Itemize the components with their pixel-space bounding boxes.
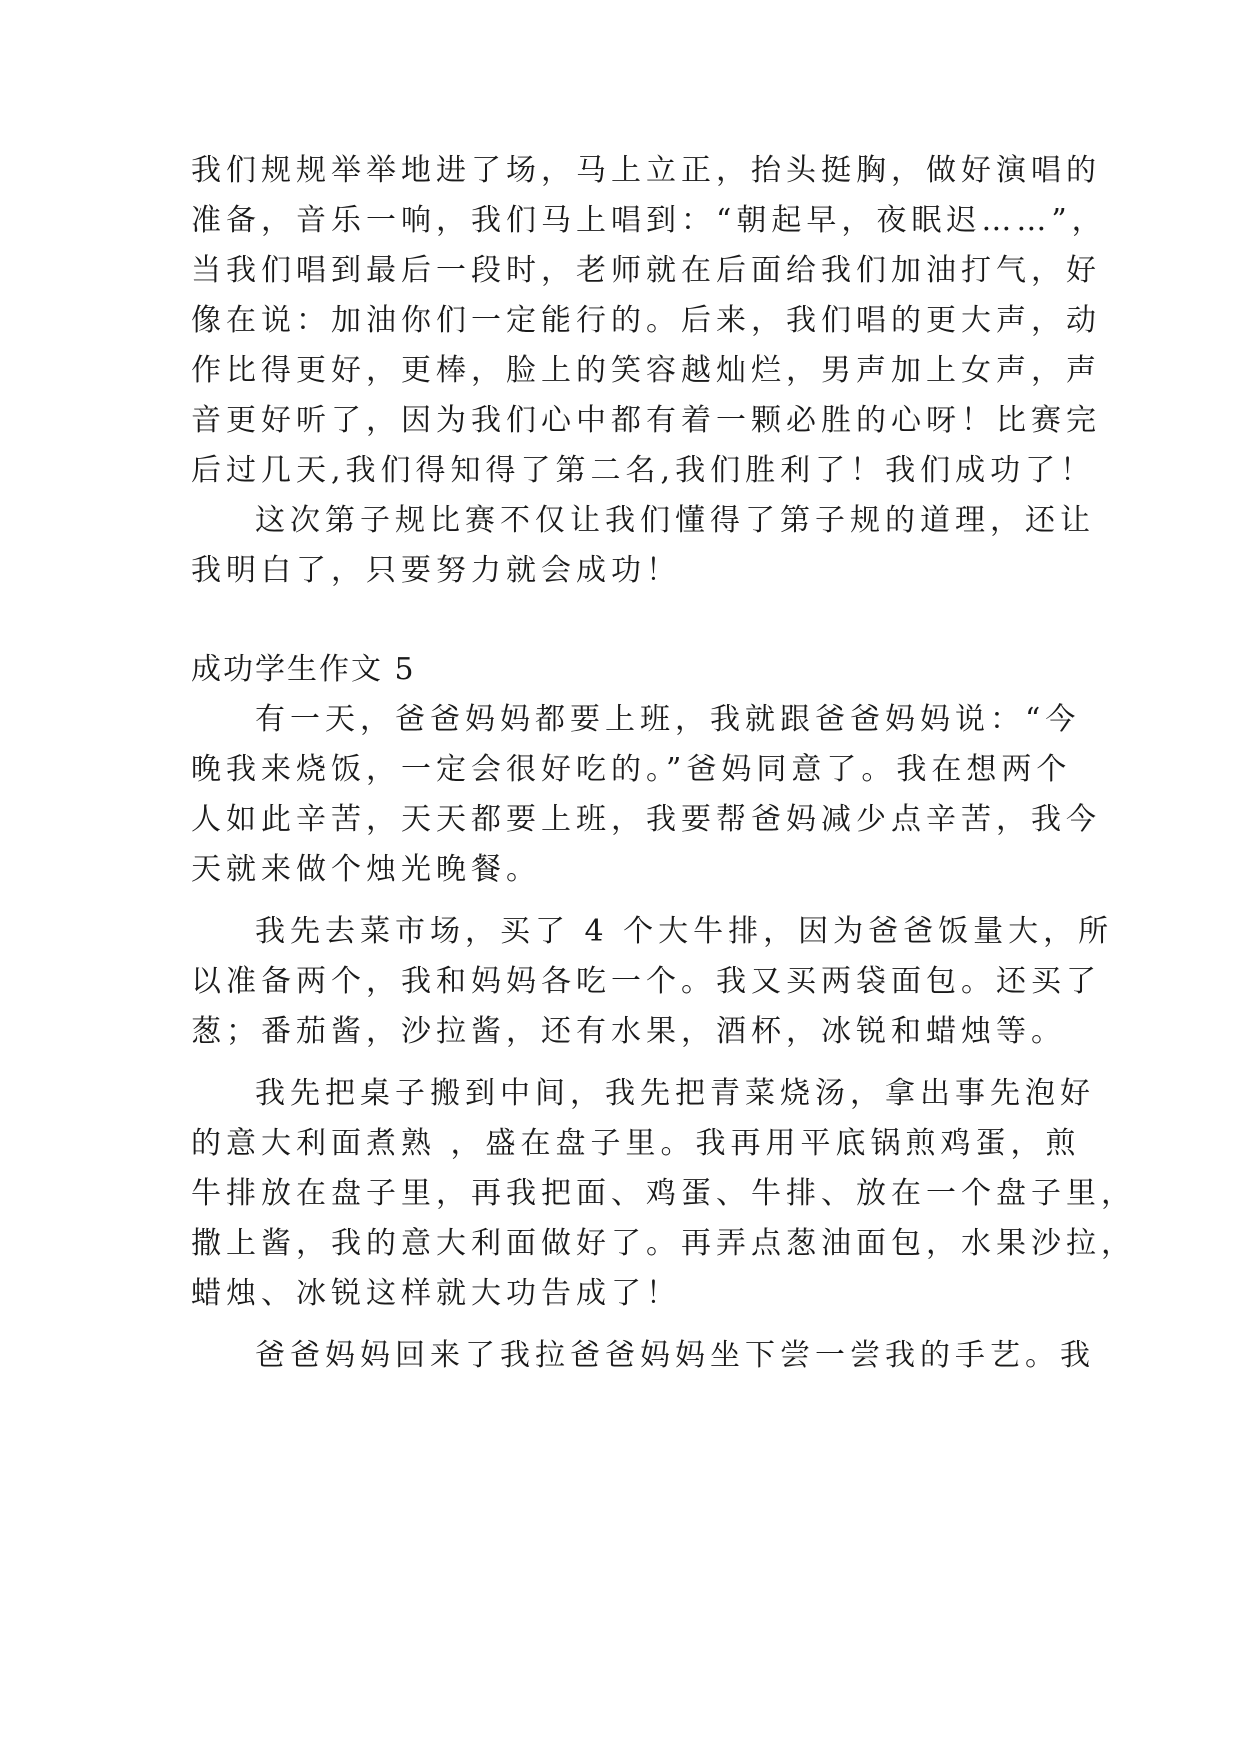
paragraph-line: 天就来做个烛光晚餐。 (191, 852, 541, 887)
paragraph-line: 爸爸妈妈回来了我拉爸爸妈妈坐下尝一尝我的手艺。我 (255, 1338, 1095, 1373)
paragraph-line: 牛排放在盘子里，再我把面、鸡蛋、牛排、放在一个盘子里， (191, 1176, 1136, 1211)
paragraph-line: 葱；番茄酱，沙拉酱，还有水果，酒杯，冰锐和蜡烛等。 (191, 1014, 1066, 1049)
paragraph-line: 以准备两个，我和妈妈各吃一个。我又买两袋面包。还买了 (191, 964, 1101, 999)
paragraph-line: 作比得更好，更棒，脸上的笑容越灿烂，男声加上女声，声 (191, 353, 1101, 388)
paragraph-line: 我明白了，只要努力就会成功！ (191, 553, 681, 588)
paragraph-line: 音更好听了，因为我们心中都有着一颗必胜的心呀！比赛完 (191, 403, 1101, 438)
paragraph-line: 准备，音乐一响，我们马上唱到：“朝起早，夜眠迟……”， (191, 203, 1107, 238)
paragraph-line: 人如此辛苦，天天都要上班，我要帮爸妈减少点辛苦，我今 (191, 802, 1101, 837)
paragraph-line: 撒上酱，我的意大利面做好了。再弄点葱油面包，水果沙拉， (191, 1226, 1136, 1261)
section-title: 成功学生作文 5 (191, 652, 416, 687)
paragraph-line: 后过几天,我们得知得了第二名,我们胜利了！我们成功了！ (191, 453, 1096, 488)
paragraph-line: 当我们唱到最后一段时，老师就在后面给我们加油打气，好 (191, 253, 1101, 288)
paragraph-line: 晚我来烧饭，一定会很好吃的。”爸妈同意了。我在想两个 (191, 752, 1072, 787)
paragraph-line: 的意大利面煮熟 ，盛在盘子里。我再用平底锅煎鸡蛋，煎 (191, 1126, 1081, 1161)
paragraph-line: 像在说：加油你们一定能行的。后来，我们唱的更大声，动 (191, 303, 1101, 338)
paragraph-line: 有一天，爸爸妈妈都要上班，我就跟爸爸妈妈说：“今 (255, 702, 1081, 737)
paragraph-line: 这次第子规比赛不仅让我们懂得了第子规的道理，还让 (255, 503, 1095, 538)
paragraph-line: 我先去菜市场，买了 4 个大牛排，因为爸爸饭量大，所 (255, 914, 1114, 949)
paragraph-line: 我们规规举举地进了场，马上立正，抬头挺胸，做好演唱的 (191, 153, 1101, 188)
paragraph-line: 蜡烛、冰锐这样就大功告成了！ (191, 1276, 681, 1311)
paragraph-line: 我先把桌子搬到中间，我先把青菜烧汤，拿出事先泡好 (255, 1076, 1095, 1111)
